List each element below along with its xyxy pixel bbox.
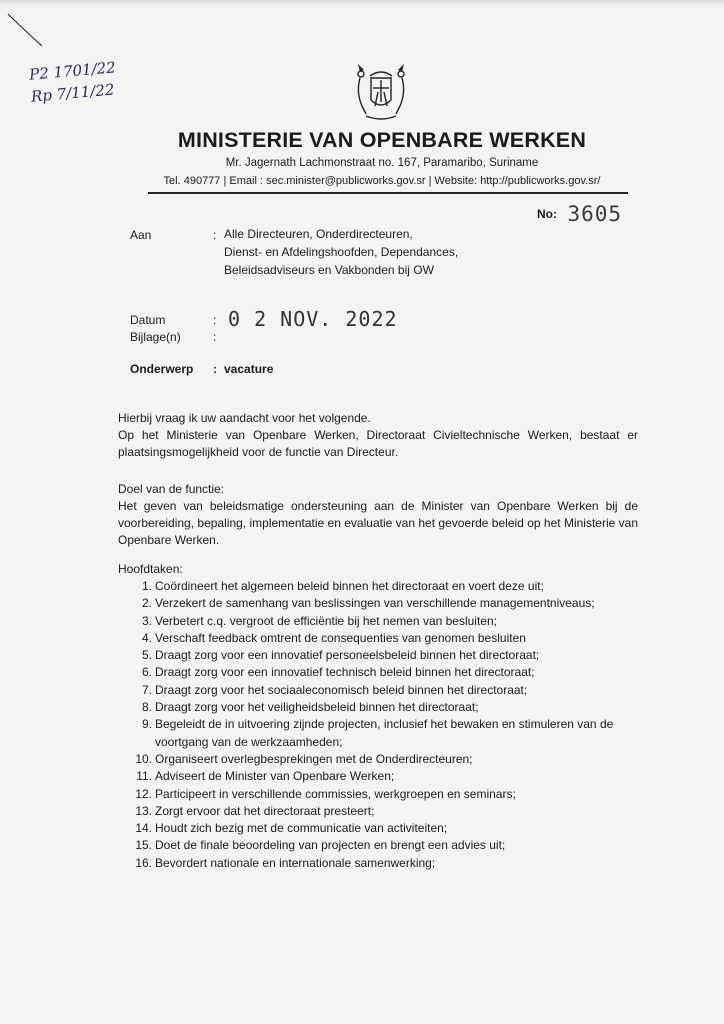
- list-item: [118, 751, 648, 768]
- intro-paragraph: Op het Ministerie van Openbare Werken, Directoraat Civieltechnische Werken, bestaat er plaatsingsmogelijkheid voor de functie van Directeur.: [118, 428, 638, 459]
- list-item: [118, 768, 648, 785]
- list-item: [118, 578, 648, 595]
- list-item-number: 9.: [141, 717, 152, 732]
- tasks-heading: Hoofdtaken:: [118, 562, 183, 576]
- list-item-number: 4.: [141, 630, 152, 645]
- list-item: [118, 820, 648, 837]
- list-item: [118, 803, 648, 820]
- date-stamp: 0 2 NOV. 2022: [228, 307, 398, 331]
- recipient-line: Alle Directeuren, Onderdirecteuren,: [224, 227, 413, 241]
- onderwerp-value: vacature: [224, 362, 274, 376]
- list-item-number: 13.: [135, 803, 152, 818]
- list-item: [118, 664, 648, 681]
- list-item-text: Houdt zich bezig met de communicatie van activiteiten;: [155, 821, 448, 836]
- ministry-title: MINISTERIE VAN OPENBARE WERKEN: [177, 128, 587, 152]
- list-item-text: Verzekert de samenhang van beslissingen van verschillende managementniveaus;: [155, 596, 595, 611]
- list-item-number: 12.: [135, 786, 152, 801]
- recipient-line: Dienst- en Afdelingshoofden, Dependances,: [224, 245, 459, 259]
- document-number: [537, 202, 622, 226]
- purpose-text: Het geven van beleidsmatige ondersteuning aan de Minister van Openbare Werken bij de voorbereiding, bepaling, implementatie en evaluatie van het gevoerde beleid op het Ministerie van Openbare Werken.: [118, 499, 638, 547]
- datum-label: Datum: [130, 313, 166, 327]
- scan-edge: [0, 0, 724, 6]
- bijlage-label: Bijlage(n): [130, 330, 181, 344]
- onderwerp-colon: :: [213, 362, 217, 376]
- aan-recipients: [224, 225, 458, 279]
- list-item-text: Coördineert het algemeen beleid binnen het directoraat en voert deze uit;: [155, 579, 544, 593]
- list-item-text: Zorgt ervoor dat het directoraat presteert;: [155, 803, 375, 818]
- list-item: [118, 682, 648, 699]
- list-item-number: 7.: [141, 682, 152, 697]
- list-item: [118, 716, 648, 751]
- recipient-line: Beleidsadviseurs en Vakbonden bij OW: [224, 263, 434, 277]
- header-divider: [148, 192, 628, 194]
- aan-label: Aan: [130, 228, 152, 242]
- list-item: [118, 647, 648, 664]
- list-item: [118, 837, 648, 854]
- coat-of-arms-icon: [346, 62, 416, 126]
- list-item-number: 14.: [135, 821, 152, 836]
- list-item-text: Draagt zorg voor het veiligheidsbeleid binnen het directoraat;: [155, 700, 479, 715]
- list-item-number: 3.: [141, 613, 152, 628]
- list-item-number: 15.: [135, 838, 152, 853]
- list-item-text: Doet de finale beoordeling van projecten en brengt een advies uit;: [155, 838, 506, 853]
- list-item-number: 2.: [141, 596, 152, 611]
- pen-stroke-mark: [0, 0, 60, 60]
- list-item-text: Participeert in verschillende commissies, werkgroepen en seminars;: [155, 786, 516, 801]
- list-item: [118, 613, 648, 630]
- ministry-address: Mr. Jagernath Lachmonstraat no. 167, Paramaribo, Suriname: [225, 157, 539, 169]
- list-item-number: 1.: [141, 579, 152, 593]
- list-item-number: 6.: [141, 665, 152, 680]
- list-item-text: Adviseert de Minister van Openbare Werken;: [155, 769, 395, 784]
- list-item-text: Verbetert c.q. vergroot de efficiëntie bij het nemen van besluiten;: [155, 613, 497, 628]
- list-item: [118, 855, 648, 872]
- list-item-text: Begeleidt de in uitvoering zijnde projecten, inclusief het bewaken en stimuleren van de voortgang van de werkzaamheden;: [155, 717, 614, 749]
- tasks-list: [118, 578, 648, 872]
- list-item-text: Draagt zorg voor een innovatief technisch beleid binnen het directoraat;: [155, 665, 535, 680]
- ministry-contact: Tel. 490777 | Email : sec.minister@publicworks.gov.sr | Website: http://publicworks.gov.sr/: [163, 175, 601, 187]
- aan-colon: :: [213, 228, 217, 242]
- list-item: [118, 786, 648, 803]
- handwritten-note: P2 1701/22: [28, 58, 117, 84]
- document-number-stamp: 3605: [567, 202, 623, 226]
- onderwerp-label: Onderwerp: [130, 362, 194, 376]
- list-item-number: 8.: [141, 700, 152, 715]
- intro-line: Hierbij vraag ik uw aandacht voor het volgende.: [118, 411, 371, 425]
- list-item-number: 16.: [135, 855, 152, 870]
- purpose-heading: Doel van de functie:: [118, 482, 225, 496]
- datum-colon: :: [213, 313, 217, 327]
- list-item-text: Organiseert overlegbesprekingen met de Onderdirecteuren;: [155, 751, 473, 766]
- list-item: [118, 630, 648, 647]
- bijlage-colon: :: [213, 330, 217, 344]
- list-item-text: Draagt zorg voor het sociaaleconomisch beleid binnen het directoraat;: [155, 682, 528, 697]
- list-item-number: 5.: [141, 648, 152, 663]
- list-item: [118, 595, 648, 612]
- list-item-text: Bevordert nationale en internationale samenwerking;: [155, 855, 436, 870]
- list-item-text: Verschaft feedback omtrent de consequenties van genomen besluiten: [155, 630, 526, 645]
- list-item: [118, 699, 648, 716]
- list-item-number: 11.: [136, 769, 152, 784]
- handwritten-note: Rp 7/11/22: [30, 80, 116, 106]
- document-number-label: No:: [537, 207, 557, 221]
- list-item-text: Draagt zorg voor een innovatief personeelsbeleid binnen het directoraat;: [155, 648, 540, 663]
- handwritten-notes: [28, 56, 118, 107]
- list-item-number: 10.: [135, 751, 152, 766]
